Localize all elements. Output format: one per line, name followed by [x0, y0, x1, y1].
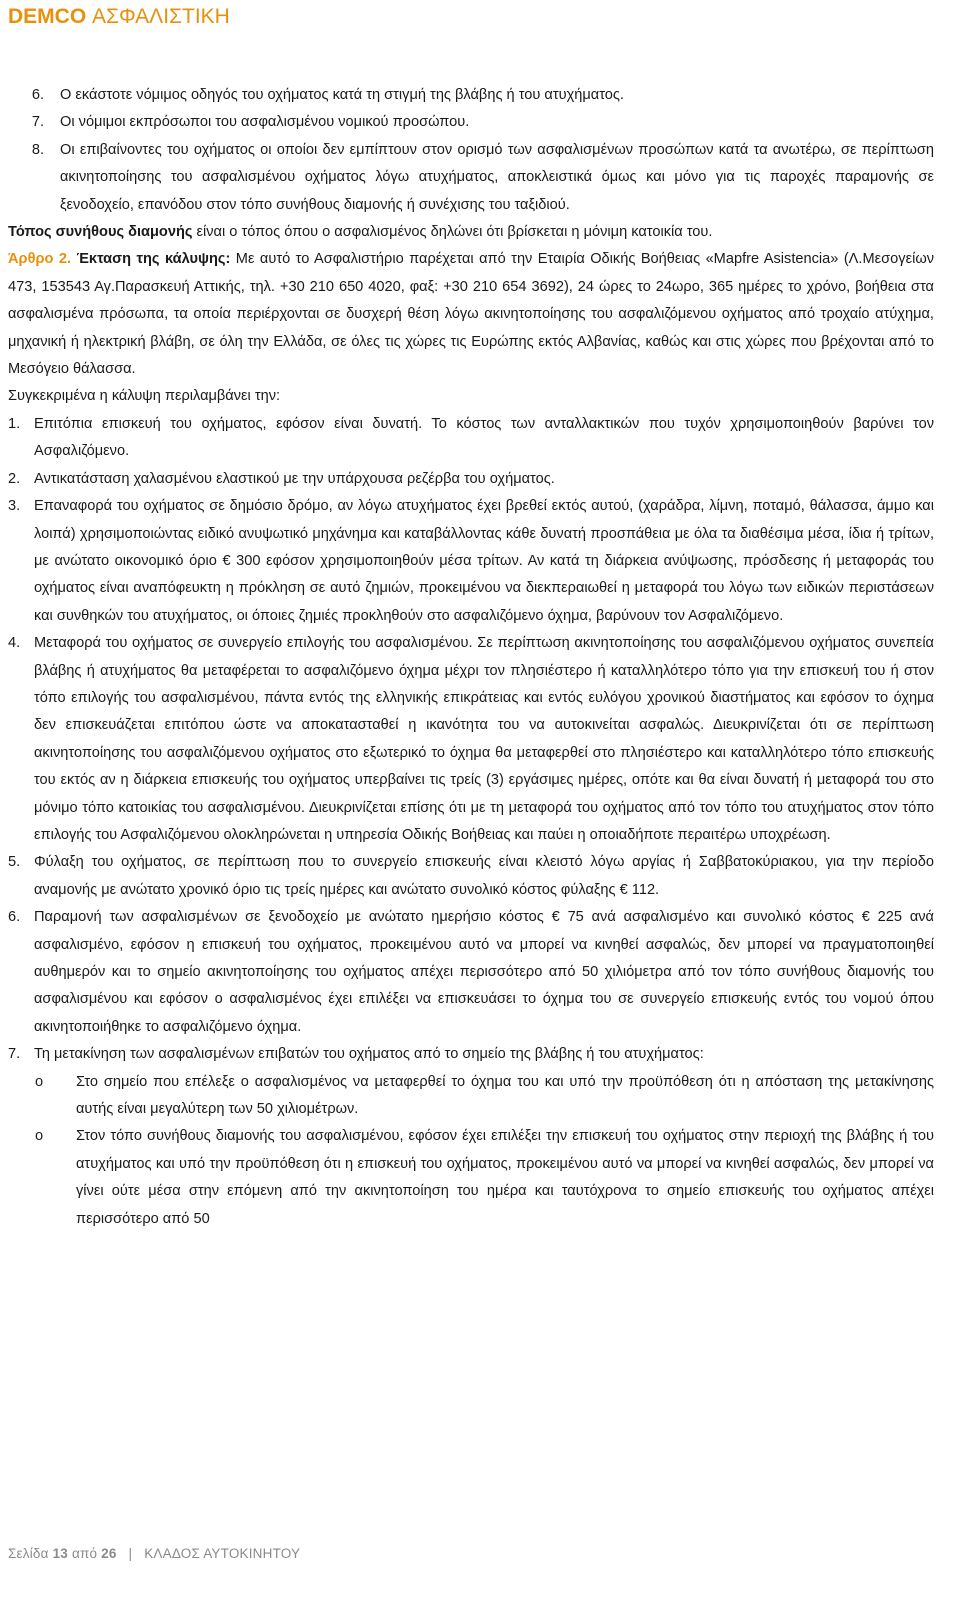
list-number: 6. — [8, 909, 21, 926]
list-number: 8. — [31, 141, 44, 158]
list-item — [8, 82, 934, 109]
footer-section-title: ΚΛΑΔΟΣ ΑΥΤΟΚΙΝΗΤΟΥ — [144, 1546, 301, 1561]
list-text: Μεταφορά του οχήματος σε συνεργείο επιλογής του ασφαλισμένου. Σε περίπτωση ακινητοποίησης του ασφαλιζόμενου οχήματος συνεπεία βλάβης ή ατυχήματος θα μεταφέρεται το ασφαλιζόμενο όχημα μέχρι τον πλησιέστερο ή καταλληλότερο τόπο για την επισκευή του ή στον τόπο επιλογής του ασφαλισμένου, πάντα εντός της ελληνικής επικράτειας και εντός ευλόγου χρονικού διαστήματος και εφόσον το όχημα δεν επισκευάζεται επιτόπου ώστε να αποκατασταθεί η ικανότητα του να αυτοκινείται ασφαλώς. Διευκρινίζεται ότι σε περίπτωση ακινητοποίησης του ασφαλιζόμενου οχήματος στο εξωτερικό το όχημα θα μεταφερθεί στο πλησιέστερο και καταλληλότερο τόπο επισκευής του εκτός αν η διάρκεια επισκευής του οχήματος υπερβαίνει τις τρείς (3) εργάσιμες ημέρες, οπότε και θα είναι δυνατή ή μεταφορά του στο μόνιμο τόπο κατοικίας του ασφαλισμένου. Διευκρινίζεται επίσης ότι με τη μεταφορά του οχήματος από τον τόπο του ατυχήματος στον τόπο επιλογής του Ασφαλιζόμενου ολοκληρώνεται η υπηρεσία Οδικής Βοήθειας και παύει η οποιαδήποτε περαιτέρω υποχρέωση. — [34, 635, 934, 843]
list-text: Παραμονή των ασφαλισμένων σε ξενοδοχείο με ανώτατο ημερήσιο κόστος € 75 ανά ασφαλισμένο και συνολικό κόστος € 225 ανά ασφαλισμένο, εφόσον η επισκευή του οχήματος, προκειμένου αυτό να μπορεί να κινηθεί ασφαλώς, δεν μπορεί να πραγματοποιηθεί αυθημερόν και το σημείο ακινητοποίησης του οχήματος απέχει περισσότερο από 50 χιλιόμετρα από τον τόπο συνήθους διαμονής του ασφαλισμένου και εφόσον ο ασφαλισμένος έχει επιλέξει να επισκευάσει το όχημα του σε συνεργείο επισκευής εντός του νομού όπου ακινητοποιήθηκε το ασφαλιζόμενο όχημα. — [34, 909, 934, 1035]
list-text: Οι επιβαίνοντες του οχήματος οι οποίοι δεν εμπίπτουν στον ορισμό των ασφαλισμένων προσώπων κατά τα ανωτέρω, σε περίπτωση ακινητοποίησης του ασφαλισμένου οχήματος λόγω ατυχήματος, αποκλειστικά όμως και μόνο για τις παροχές παραμονής σε ξενοδοχείο, επανόδου στον τόπο συνήθους διαμονής ή συνέχισης του ταξιδιού. — [60, 141, 934, 213]
list-item — [8, 1041, 934, 1068]
list-number: 3. — [8, 498, 21, 515]
list-text: Τη μετακίνηση των ασφαλισμένων επιβατών του οχήματος από το σημείο της βλάβης ή του ατυχήματος: — [34, 1046, 704, 1063]
list-text: Επιτόπια επισκευή του οχήματος, εφόσον είναι δυνατή. Το κόστος των ανταλλακτικών που τυχόν χρησιμοποιηθούν βαρύνει τον Ασφαλιζόμενο. — [34, 415, 934, 460]
brand-logo-text: DEMCO — [8, 5, 87, 28]
list-number: 5. — [8, 854, 21, 871]
article-2-heading: Έκταση της κάλυψης: — [71, 251, 231, 268]
page-footer — [8, 1546, 300, 1561]
list-item — [8, 493, 934, 630]
sub-list-text: Στον τόπο συνήθους διαμονής του ασφαλισμένου, εφόσον έχει επιλέξει την επισκευή του οχήματος στην περιοχή της βλάβης ή του ατυχήματος και υπό την προϋπόθεση ότι η επισκευή του οχήματος, προκειμένου αυτό να μπορεί να κινηθεί ασφαλώς, δεν μπορεί να γίνει ούτε μέσα στην επόμενη από την ακινητοποίηση του ημέρα και ταυτόχρονα το σημείο επισκευής του οχήματος απέχει περισσότερο από 50 — [76, 1128, 934, 1227]
footer-page-number: 13 — [52, 1546, 69, 1561]
list-text: Ο εκάστοτε νόμιμος οδηγός του οχήματος κατά τη στιγμή της βλάβης ή του ατυχήματος. — [60, 87, 624, 103]
list-number: 7. — [8, 1046, 21, 1063]
article-2-paragraph — [8, 246, 934, 383]
sub-list-item — [34, 1069, 934, 1124]
list-item — [8, 630, 934, 849]
brand-subtitle: ΑΣΦΑΛΙΣΤΙΚΗ — [92, 5, 230, 28]
transport-sub-list — [34, 1069, 934, 1233]
list-text: Επαναφορά του οχήματος σε δημόσιο δρόμο, αν λόγω ατυχήματος έχει βρεθεί εκτός αυτού, (χαράδρα, λίμνη, ποταμό, θάλασσα, άμμο και λοιπά) χρησιμοποιώντας ειδικό ανυψωτικό μηχάνημα και καταβάλλοντας κάθε δυνατή προσπάθεια με όλα τα διαθέσιμα μέσα, ίδια ή τρίτων, με ανώτατο οικονομικό όριο € 300 εφόσον χρησιμοποιηθούν μέσα τρίτων. Αν κατά τη διάρκεια ανύψωσης, πρόσδεσης ή μεταφοράς του οχήματος είναι αναπόφευκτη η πρόκληση σε αυτό ζημιών, προκειμένου να διεκπεραιωθεί η μεταφορά του λόγω των ειδικών περιστάσεων και συνθηκών του ατυχήματος, οι όποιες ζημιές προκληθούν στο ασφαλιζόμενο όχημα, βαρύνουν τον Ασφαλιζόμενο. — [34, 498, 934, 624]
residence-term: Τόπος συνήθους διαμονής — [8, 224, 193, 241]
article-2-label: Άρθρο 2. — [8, 251, 72, 268]
list-item — [8, 849, 934, 904]
page-header — [8, 2, 230, 32]
list-item — [8, 904, 934, 1041]
document-body — [8, 82, 934, 1233]
footer-page-total: 26 — [101, 1546, 117, 1561]
list-item — [8, 466, 934, 493]
footer-page-word: Σελίδα — [8, 1546, 49, 1561]
residence-text: είναι ο τόπος όπου ο ασφαλισμένος δηλώνει ότι βρίσκεται η μόνιμη κατοικία του. — [192, 224, 713, 241]
list-number: 6. — [31, 87, 44, 103]
coverage-intro: Συγκεκριμένα η κάλυψη περιλαμβάνει την: — [8, 388, 281, 405]
list-item — [8, 411, 934, 466]
footer-of-word: από — [71, 1546, 98, 1561]
list-item — [8, 137, 934, 219]
coverage-list — [8, 411, 934, 1069]
sub-list-text: Στο σημείο που επέλεξε ο ασφαλισμένος να μεταφερθεί το όχημα του και υπό την προϋπόθεση ότι η απόσταση της μετακίνησης αυτής είναι μεγαλύτερη των 50 χιλιομέτρων. — [76, 1073, 934, 1118]
footer-separator: | — [128, 1546, 133, 1561]
residence-definition — [8, 219, 934, 246]
list-item — [8, 109, 934, 136]
list-number: 7. — [31, 114, 44, 131]
insured-persons-list — [8, 82, 934, 219]
list-text: Φύλαξη του οχήματος, σε περίπτωση που το συνεργείο επισκευής είναι κλειστό λόγω αργίας ή Σαββατοκύριακου, για την περίοδο αναμονής με ανώτατο χρονικό όριο τις τρείς ημέρες και ανώτατο συνολικό κόστος φύλαξης € 112. — [34, 854, 934, 898]
bullet-circle-icon: o — [35, 1073, 44, 1090]
list-number: 1. — [8, 415, 21, 432]
list-text: Οι νόμιμοι εκπρόσωποι του ασφαλισμένου νομικού προσώπου. — [60, 114, 470, 131]
list-number: 2. — [8, 470, 21, 487]
list-number: 4. — [8, 635, 21, 652]
bullet-circle-icon: o — [35, 1128, 44, 1145]
sub-list-item — [34, 1123, 934, 1233]
article-2-text: Με αυτό το Ασφαλιστήριο παρέχεται από την Εταιρία Οδικής Βοήθειας «Mapfre Asistencia» (Λ.Μεσογείων 473, 153543 Αγ.Παρασκευή Αττικής, τηλ. +30 210 650 4020, φαξ: +30 210 654 3692), 24 ώρες το 24ωρο, 365 ημέρες το χρόνο, βοήθεια στα ασφαλισμένα πρόσωπα, τα οποία περιέρχονται σε δυσχερή θέση λόγω ακινητοποίησης του ασφαλιζόμενου οχήματος από τροχαίο ατύχημα, μηχανική ή ηλεκτρική βλάβη, σε όλη την Ελλάδα, σε όλες τις χώρες τις Ευρώπης εκτός Αλβανίας, καθώς και στις χώρες που βρέχονται από το Μεσόγειο θάλασσα. — [8, 251, 935, 378]
list-text: Αντικατάσταση χαλασμένου ελαστικού με την υπάρχουσα ρεζέρβα του οχήματος. — [34, 470, 555, 487]
